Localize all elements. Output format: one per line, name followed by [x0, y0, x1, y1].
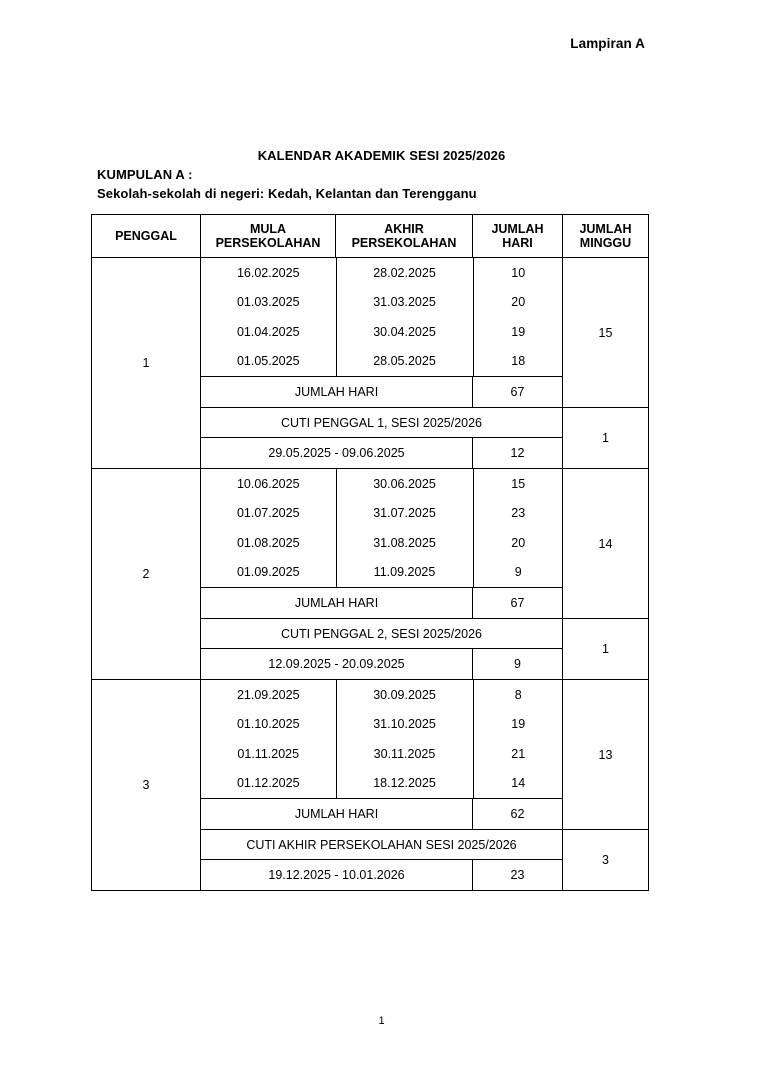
date-row [201, 499, 563, 529]
date-row [201, 258, 563, 288]
akhir-date: 18.12.2025 [336, 769, 473, 799]
date-row [201, 347, 563, 377]
mula-date: 01.09.2025 [201, 558, 336, 588]
header-minggu-line2: MINGGU [579, 236, 632, 250]
jumlah-hari-label: JUMLAH HARI [201, 377, 473, 408]
cuti-date-range: 19.12.2025 - 10.01.2026 [201, 860, 473, 891]
jumlah-hari-value: 10 [511, 265, 526, 280]
table-row [92, 258, 649, 377]
akhir-date: 31.03.2025 [336, 288, 473, 318]
akhir-date: 31.10.2025 [336, 710, 473, 740]
jumlah-hari-value: 20 [511, 535, 526, 550]
header-akhir-line1: AKHIR [384, 221, 424, 236]
page-number: 1 [378, 1015, 385, 1027]
jumlah-minggu-value: 14 [563, 469, 649, 619]
header-penggal-label: PENGGAL [115, 228, 177, 243]
date-row [201, 680, 563, 710]
date-row [201, 288, 563, 318]
jumlah-minggu-value: 15 [563, 258, 649, 408]
academic-calendar-table [91, 214, 649, 891]
mula-date: 21.09.2025 [201, 680, 336, 710]
date-row [201, 558, 563, 588]
mula-date: 01.05.2025 [201, 347, 336, 377]
term-dates-table [201, 258, 563, 376]
header-jumlah-minggu [563, 215, 649, 258]
cuti-hari-value: 23 [473, 860, 563, 891]
header-akhir-persekolahan [336, 215, 473, 258]
cuti-title: CUTI AKHIR PERSEKOLAHAN SESI 2025/2026 [201, 830, 563, 860]
akhir-date: 31.07.2025 [336, 499, 473, 529]
jumlah-hari-total: 62 [473, 799, 563, 830]
akhir-date: 31.08.2025 [336, 528, 473, 558]
mula-date: 01.10.2025 [201, 710, 336, 740]
header-penggal [92, 215, 201, 258]
akhir-date: 28.02.2025 [336, 258, 473, 288]
jumlah-hari-value: 23 [511, 506, 526, 521]
header-mula-line2: PERSEKOLAHAN [215, 236, 321, 250]
jumlah-hari-total: 67 [473, 377, 563, 408]
academic-calendar-table-wrapper [91, 214, 648, 891]
jumlah-hari-value: 15 [511, 476, 526, 491]
akhir-date: 30.06.2025 [336, 469, 473, 499]
date-row [201, 528, 563, 558]
header-hari-line1: JUMLAH [491, 221, 544, 236]
table-header-row [92, 215, 649, 258]
page-title: KALENDAR AKADEMIK SESI 2025/2026 [257, 148, 506, 163]
annex-label: Lampiran A [570, 36, 645, 51]
header-hari-line2: HARI [502, 236, 533, 250]
mula-date: 16.02.2025 [201, 258, 336, 288]
date-row [201, 710, 563, 740]
date-row [201, 739, 563, 769]
jumlah-hari-value: 8 [514, 687, 522, 702]
jumlah-hari-value: 20 [511, 295, 526, 310]
jumlah-hari-value: 21 [511, 746, 526, 761]
mula-date: 01.08.2025 [201, 528, 336, 558]
header-jumlah-hari [473, 215, 563, 258]
cuti-minggu-value: 1 [563, 408, 649, 469]
table-row [92, 469, 649, 588]
jumlah-hari-label: JUMLAH HARI [201, 588, 473, 619]
penggal-number: 2 [92, 469, 201, 680]
jumlah-hari-value: 19 [511, 717, 526, 732]
cuti-hari-value: 12 [473, 438, 563, 469]
header-minggu-line1: JUMLAH [579, 221, 632, 236]
cuti-title: CUTI PENGGAL 1, SESI 2025/2026 [201, 408, 563, 438]
date-row [201, 317, 563, 347]
jumlah-hari-label: JUMLAH HARI [201, 799, 473, 830]
mula-date: 10.06.2025 [201, 469, 336, 499]
cuti-date-range: 12.09.2025 - 20.09.2025 [201, 649, 473, 680]
date-row [201, 769, 563, 799]
akhir-date: 11.09.2025 [336, 558, 473, 588]
term-dates-table [201, 680, 563, 798]
akhir-date: 30.11.2025 [336, 739, 473, 769]
mula-date: 01.04.2025 [201, 317, 336, 347]
term-date-block [201, 258, 563, 377]
header-akhir-line2: PERSEKOLAHAN [351, 236, 457, 250]
jumlah-hari-value: 14 [511, 776, 526, 791]
jumlah-hari-value: 18 [511, 354, 526, 369]
jumlah-minggu-value: 13 [563, 680, 649, 830]
term-dates-table [201, 469, 563, 587]
cuti-minggu-value: 1 [563, 619, 649, 680]
mula-date: 01.12.2025 [201, 769, 336, 799]
states-line: Sekolah-sekolah di negeri: Kedah, Kelantan dan Terengganu [97, 186, 477, 201]
cuti-minggu-value: 3 [563, 830, 649, 891]
term-date-block [201, 469, 563, 588]
jumlah-hari-total: 67 [473, 588, 563, 619]
mula-date: 01.07.2025 [201, 499, 336, 529]
jumlah-hari-value: 9 [514, 565, 522, 580]
term-date-block [201, 680, 563, 799]
date-row [201, 469, 563, 499]
akhir-date: 30.04.2025 [336, 317, 473, 347]
mula-date: 01.03.2025 [201, 288, 336, 318]
table-header [92, 215, 649, 258]
cuti-title: CUTI PENGGAL 2, SESI 2025/2026 [201, 619, 563, 649]
group-label: KUMPULAN A : [97, 167, 193, 182]
akhir-date: 30.09.2025 [336, 680, 473, 710]
cuti-date-range: 29.05.2025 - 09.06.2025 [201, 438, 473, 469]
header-mula-persekolahan [201, 215, 336, 258]
table-body [92, 258, 649, 891]
mula-date: 01.11.2025 [201, 739, 336, 769]
jumlah-hari-value: 19 [511, 324, 526, 339]
cuti-hari-value: 9 [473, 649, 563, 680]
akhir-date: 28.05.2025 [336, 347, 473, 377]
penggal-number: 3 [92, 680, 201, 891]
header-mula-line1: MULA [249, 221, 287, 236]
table-row [92, 680, 649, 799]
penggal-number: 1 [92, 258, 201, 469]
